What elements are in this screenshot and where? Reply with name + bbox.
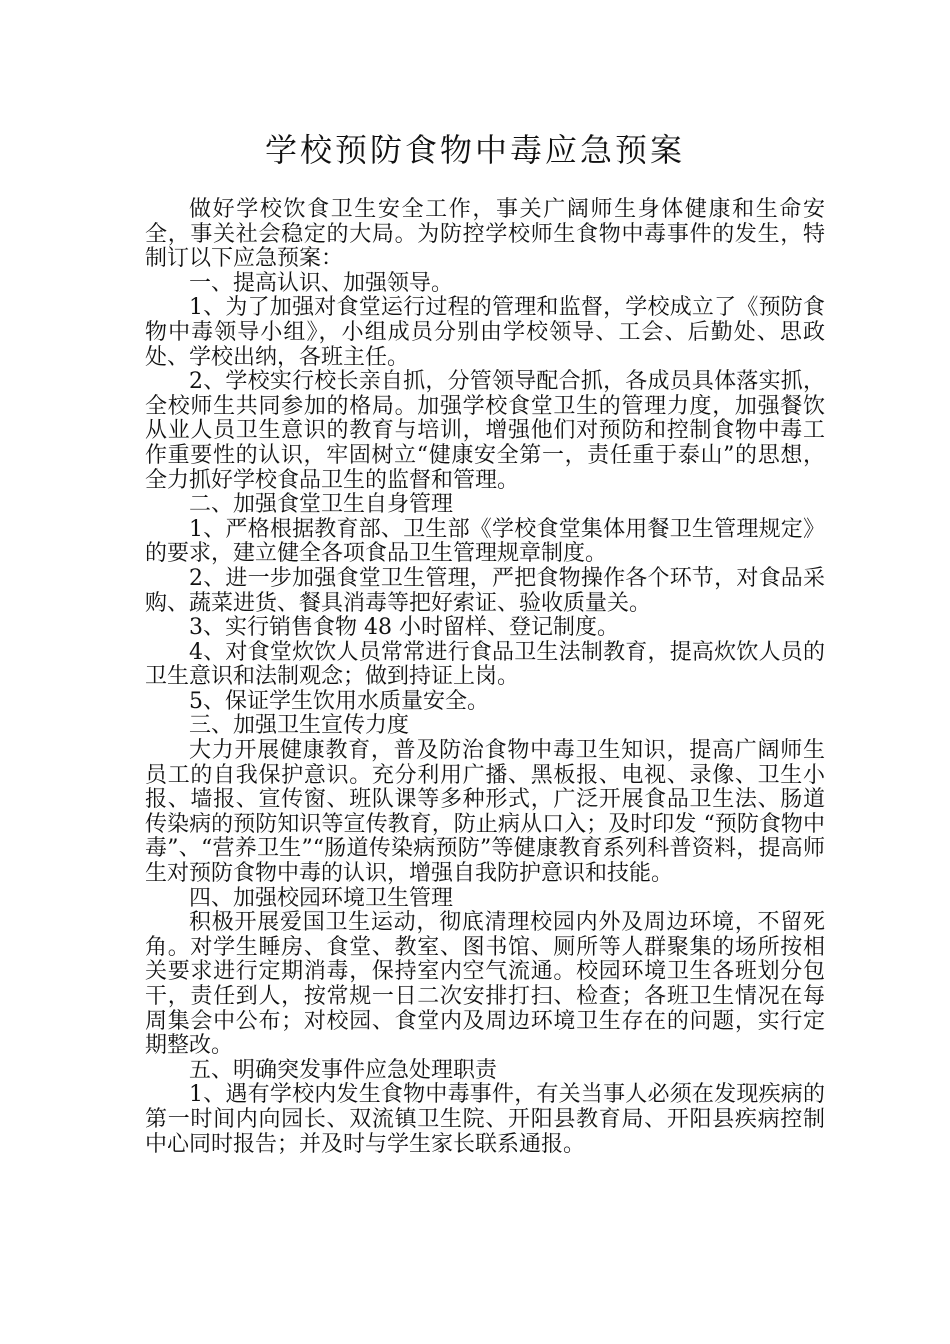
intro-paragraph: 做好学校饮食卫生安全工作，事关广阔师生身体健康和生命安全，事关社会稳定的大局。为防控学校师生食物中毒事件的发生，特制订以下应急预案： <box>145 197 825 272</box>
section-heading-3: 三、加强卫生宣传力度 <box>189 713 410 739</box>
paragraph: 2、进一步加强食堂卫生管理，严把食物操作各个环节，对食品采购、蔬菜进货、餐具消毒等把好索证、验收质量关。 <box>145 565 825 616</box>
paragraph: 1、严格根据教育部、卫生部《学校食堂集体用餐卫生管理规定》的要求，建立健全各项食品卫生管理规章制度。 <box>145 516 825 567</box>
document-body <box>145 198 825 1157</box>
section-heading-5: 五、明确突发事件应急处理职责 <box>189 1057 498 1083</box>
section-heading-1: 一、提高认识、加强领导。 <box>189 270 454 296</box>
paragraph: 4、对食堂炊饮人员常常进行食品卫生法制教育，提高炊饮人员的卫生意识和法制观念；做到持证上岗。 <box>145 639 825 690</box>
paragraph: 1、为了加强对食堂运行过程的管理和监督，学校成立了《预防食物中毒领导小组》，小组成员分别由学校领导、工会、后勤处、思政处、学校出纳，各班主任。 <box>145 295 825 370</box>
section-heading-4: 四、加强校园环境卫生管理 <box>189 885 454 911</box>
paragraph: 3、实行销售食物 48 小时留样、登记制度。 <box>189 615 619 641</box>
section-heading-2: 二、加强食堂卫生自身管理 <box>189 492 454 518</box>
document-title: 学校预防食物中毒应急预案 <box>264 131 685 169</box>
paragraph: 2、学校实行校长亲自抓，分管领导配合抓，各成员具体落实抓，全校师生共同参加的格局。加强学校食堂卫生的管理力度，加强餐饮从业人员卫生意识的教育与培训，增强他们对预防和控制食物中毒工作重要性的认识，牢固树立“健康安全第一，责任重于泰山”的思想，全力抓好学校食品卫生的监督和管理。 <box>145 369 825 493</box>
paragraph: 大力开展健康教育，普及防治食物中毒卫生知识，提高广阔师生员工的自我保护意识。充分利用广播、黑板报、电视、录像、卫生小报、墙报、宣传窗、班队课等多种形式，广泛开展食品卫生法、肠道传染病的预防知识等宣传教育，防止病从口入；及时印发 “预防食物中毒”、“营养卫生”“肠道传染病预防”等健康教育系列科普资料，提高师生对预防食物中毒的认识，增强自我防护意识和技能。 <box>145 738 825 887</box>
paragraph: 积极开展爱国卫生运动，彻底清理校园内外及周边环境，不留死角。对学生睡房、食堂、教室、图书馆、厕所等人群聚集的场所按相关要求进行定期消毒，保持室内空气流通。校园环境卫生各班划分包干，责任到人，按常规一日二次安排打扫、检查；各班卫生情况在每周集会中公布；对校园、食堂内及周边环境卫生存在的问题，实行定期整改。 <box>145 910 825 1059</box>
paragraph: 1、遇有学校内发生食物中毒事件，有关当事人必须在发现疾病的第一时间内向园长、双流镇卫生院、开阳县教育局、开阳县疾病控制中心同时报告；并及时与学生家长联系通报。 <box>145 1082 825 1157</box>
paragraph: 5、保证学生饮用水质量安全。 <box>189 688 489 714</box>
